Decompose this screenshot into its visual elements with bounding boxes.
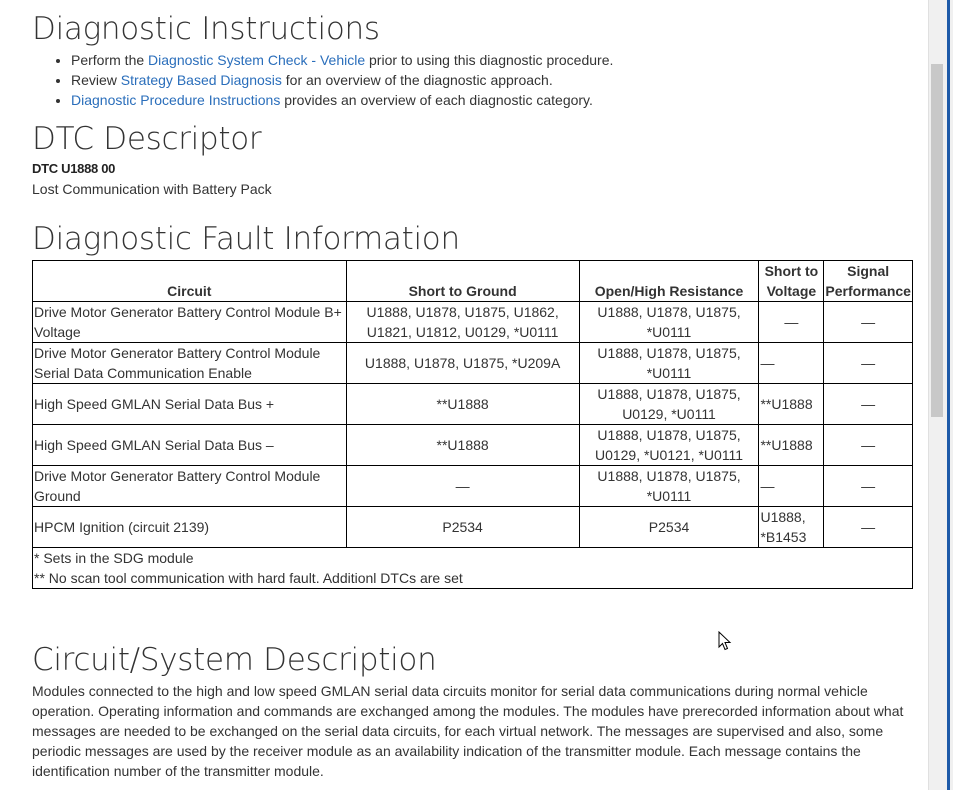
vertical-scrollbar[interactable] <box>928 0 953 790</box>
table-note: ** No scan tool communication with hard fault. Additionl DTCs are set <box>34 570 463 586</box>
instruction-item <box>71 90 613 110</box>
instruction-text: Review <box>71 72 121 88</box>
instruction-text: provides an overview of each diagnostic category. <box>280 92 593 108</box>
diagnostic-fault-information-heading: Diagnostic Fault Information <box>32 221 460 257</box>
short-to-voltage-cell: **U1888 <box>759 425 824 466</box>
open-high-resistance-cell: U1888, U1878, U1875, U0129, *U0121, *U0111 <box>579 425 759 466</box>
open-high-resistance-cell: U1888, U1878, U1875, *U0111 <box>579 466 759 507</box>
short-to-voltage-cell: — <box>759 343 824 384</box>
instructions-list <box>32 50 613 110</box>
circuit-system-description-heading: Circuit/System Description <box>32 642 437 678</box>
circuit-cell: HPCM Ignition (circuit 2139) <box>33 507 347 548</box>
short-to-ground-cell: **U1888 <box>346 425 579 466</box>
table-row <box>33 425 913 466</box>
open-high-resistance-cell: U1888, U1878, U1875, U0129, *U0111 <box>579 384 759 425</box>
signal-performance-cell: — <box>824 384 913 425</box>
diagnostic-system-check-link[interactable]: Diagnostic System Check - Vehicle <box>148 52 366 68</box>
short-to-voltage-cell: — <box>759 466 824 507</box>
open-high-resistance-cell: U1888, U1878, U1875, *U0111 <box>579 302 759 343</box>
signal-performance-cell: — <box>824 466 913 507</box>
column-header-short-to-voltage: Short to Voltage <box>759 261 824 302</box>
dtc-descriptor-heading: DTC Descriptor <box>32 121 262 157</box>
column-header-circuit: Circuit <box>33 261 347 302</box>
fault-information-table <box>32 260 913 589</box>
scrollbar-thumb[interactable] <box>931 64 943 417</box>
table-notes-cell <box>33 548 913 589</box>
circuit-cell: High Speed GMLAN Serial Data Bus + <box>33 384 347 425</box>
short-to-voltage-cell: U1888, *B1453 <box>759 507 824 548</box>
instruction-item <box>71 70 613 90</box>
circuit-cell: High Speed GMLAN Serial Data Bus – <box>33 425 347 466</box>
table-row <box>33 343 913 384</box>
open-high-resistance-cell: U1888, U1878, U1875, *U0111 <box>579 343 759 384</box>
diagnostic-instructions-heading: Diagnostic Instructions <box>32 11 380 47</box>
instruction-text: prior to using this diagnostic procedure. <box>365 52 614 68</box>
window-edge <box>947 0 950 790</box>
open-high-resistance-cell: P2534 <box>579 507 759 548</box>
table-note: * Sets in the SDG module <box>34 550 194 566</box>
mouse-pointer-icon <box>718 631 732 651</box>
diagnostic-procedure-instructions-link[interactable]: Diagnostic Procedure Instructions <box>71 92 281 108</box>
table-row <box>33 507 913 548</box>
signal-performance-cell: — <box>824 343 913 384</box>
short-to-voltage-cell: — <box>759 302 824 343</box>
signal-performance-cell: — <box>824 507 913 548</box>
short-to-ground-cell: **U1888 <box>346 384 579 425</box>
table-row <box>33 466 913 507</box>
short-to-ground-cell: — <box>346 466 579 507</box>
table-row <box>33 384 913 425</box>
table-row <box>33 302 913 343</box>
circuit-cell: Drive Motor Generator Battery Control Module B+ Voltage <box>33 302 347 343</box>
dtc-code: DTC U1888 00 <box>32 161 116 176</box>
table-notes-row <box>33 548 913 589</box>
column-header-short-to-ground: Short to Ground <box>346 261 579 302</box>
instruction-text: for an overview of the diagnostic approach. <box>281 72 553 88</box>
table-header-row <box>33 261 913 302</box>
dtc-description: Lost Communication with Battery Pack <box>32 181 272 197</box>
circuit-cell: Drive Motor Generator Battery Control Module Ground <box>33 466 347 507</box>
strategy-based-diagnosis-link[interactable]: Strategy Based Diagnosis <box>120 72 282 88</box>
signal-performance-cell: — <box>824 302 913 343</box>
instruction-item <box>71 50 613 70</box>
short-to-voltage-cell: **U1888 <box>759 384 824 425</box>
short-to-ground-cell: U1888, U1878, U1875, *U209A <box>346 343 579 384</box>
short-to-ground-cell: P2534 <box>346 507 579 548</box>
circuit-cell: Drive Motor Generator Battery Control Module Serial Data Communication Enable <box>33 343 347 384</box>
short-to-ground-cell: U1888, U1878, U1875, U1862, U1821, U1812, U0129, *U0111 <box>346 302 579 343</box>
instruction-text: Perform the <box>71 52 149 68</box>
column-header-signal-performance: Signal Performance <box>824 261 913 302</box>
column-header-open-high-resistance: Open/High Resistance <box>579 261 759 302</box>
signal-performance-cell: — <box>824 425 913 466</box>
circuit-description-paragraph: Modules connected to the high and low speed GMLAN serial data circuits monitor for serial data communications during normal vehicle operation. Operating information and commands are exchanged among the modules. The modules have prerecorded information about what messages are needed to be exchanged on the serial data circuits, for each virtual network. The messages are supervised and also, some periodic messages are used by the receiver module as an availability indication of the transmitter module. Each message contains the identification number of the transmitter module. <box>32 683 904 779</box>
